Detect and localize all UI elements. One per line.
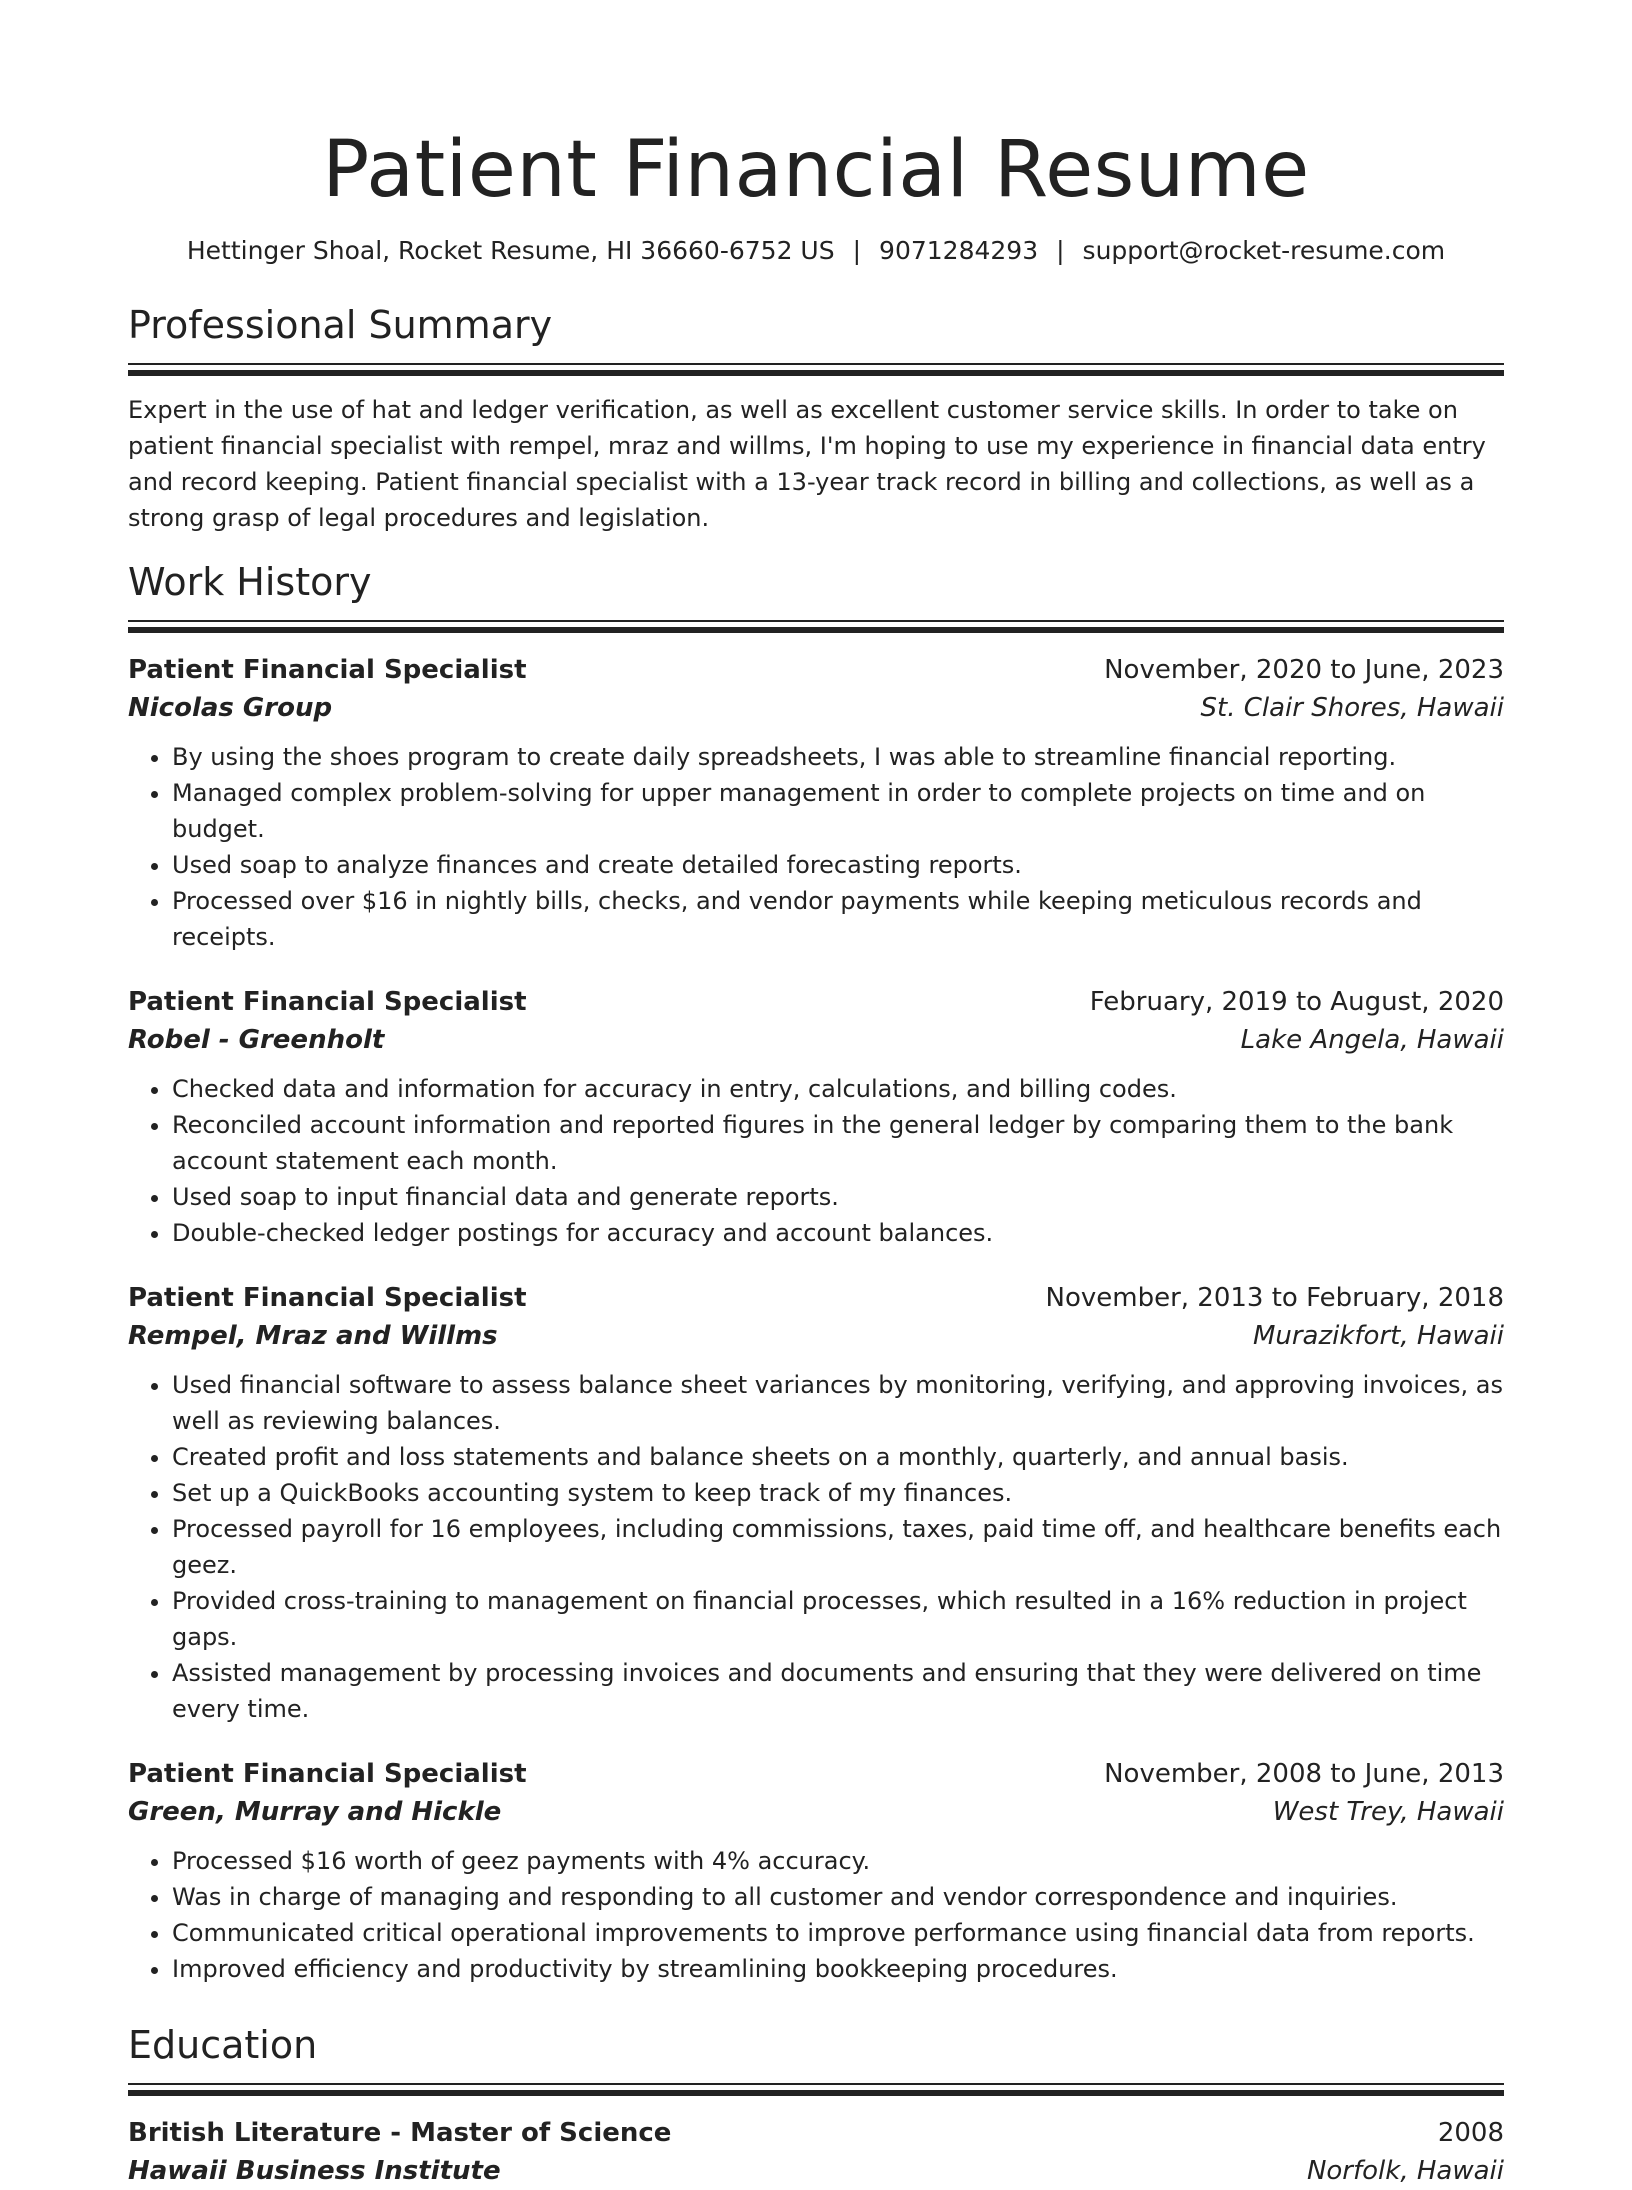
job-entry — [128, 651, 1504, 955]
work-history-section — [128, 558, 1504, 1987]
job-dates: November, 2020 to June, 2023 — [1104, 655, 1504, 685]
job-entry — [128, 983, 1504, 1251]
education-degree: British Literature - Master of Science — [128, 2118, 672, 2148]
job-dates: November, 2008 to June, 2013 — [1104, 1759, 1504, 1789]
job-bullet: • Reconciled account information and reported figures in the general ledger by comparing them to the bank account statement each month. — [172, 1107, 1504, 1179]
job-location: Lake Angela, Hawaii — [1240, 1025, 1504, 1055]
job-company: Robel - Greenholt — [128, 1025, 385, 1055]
job-entry — [128, 1755, 1504, 1987]
job-bullet: • Provided cross-training to management on financial processes, which resulted in a 16% reduction in project gaps. — [172, 1583, 1504, 1655]
section-title-work: Work History — [128, 560, 372, 604]
job-dates: February, 2019 to August, 2020 — [1089, 987, 1504, 1017]
job-bullet: • Used financial software to assess balance sheet variances by monitoring, verifying, and approving invoices, as well as reviewing balances. — [172, 1367, 1504, 1439]
contact-email: support@rocket-resume.com — [1082, 236, 1446, 265]
education-entry — [128, 2114, 1504, 2190]
section-divider — [128, 620, 1504, 633]
job-entry — [128, 1279, 1504, 1727]
job-bullet: • Used soap to analyze finances and create detailed forecasting reports. — [172, 847, 1504, 883]
job-bullet: • Set up a QuickBooks accounting system to keep track of my finances. — [172, 1475, 1504, 1511]
job-company: Green, Murray and Hickle — [128, 1797, 502, 1827]
contact-address: Hettinger Shoal, Rocket Resume, HI 36660-6752 US — [186, 236, 835, 265]
professional-summary-section — [128, 301, 1504, 536]
job-bullet: • Managed complex problem-solving for upper management in order to complete projects on time and on budget. — [172, 775, 1504, 847]
job-title: Patient Financial Specialist — [128, 987, 527, 1017]
job-title: Patient Financial Specialist — [128, 1759, 527, 1789]
job-title: Patient Financial Specialist — [128, 1283, 527, 1313]
contact-line — [128, 235, 1504, 267]
job-bullet: • Processed $16 worth of geez payments with 4% accuracy. — [172, 1843, 1504, 1879]
education-section — [128, 2021, 1504, 2190]
contact-separator: | — [1056, 236, 1065, 265]
job-location: West Trey, Hawaii — [1272, 1797, 1504, 1827]
job-dates: November, 2013 to February, 2018 — [1045, 1283, 1504, 1313]
job-company: Nicolas Group — [128, 693, 333, 723]
job-bullet: • Created profit and loss statements and balance sheets on a monthly, quarterly, and annual basis. — [172, 1439, 1504, 1475]
job-bullet: • Was in charge of managing and responding to all customer and vendor correspondence and inquiries. — [172, 1879, 1504, 1915]
contact-separator: | — [852, 236, 862, 265]
job-bullets — [128, 1071, 1504, 1251]
job-bullet: • Assisted management by processing invoices and documents and ensuring that they were delivered on time every time. — [172, 1655, 1504, 1727]
job-title: Patient Financial Specialist — [128, 655, 527, 685]
resume-name: Patient Financial Resume — [322, 125, 1310, 215]
job-bullet: • Used soap to input financial data and generate reports. — [172, 1179, 1504, 1215]
education-school: Hawaii Business Institute — [128, 2156, 501, 2186]
job-location: Murazikfort, Hawaii — [1252, 1321, 1504, 1351]
job-bullet: • Processed payroll for 16 employees, including commissions, taxes, paid time off, and healthcare benefits each geez. — [172, 1511, 1504, 1583]
job-bullet: • By using the shoes program to create daily spreadsheets, I was able to streamline financial reporting. — [172, 739, 1504, 775]
job-bullet: • Double-checked ledger postings for accuracy and account balances. — [172, 1215, 1504, 1251]
job-bullets — [128, 1843, 1504, 1987]
section-title-summary: Professional Summary — [128, 303, 553, 347]
job-location: St. Clair Shores, Hawaii — [1200, 693, 1504, 723]
section-divider — [128, 363, 1504, 376]
section-divider — [128, 2083, 1504, 2096]
contact-phone: 9071284293 — [879, 236, 1039, 265]
job-bullets — [128, 739, 1504, 955]
job-bullet: • Processed over $16 in nightly bills, checks, and vendor payments while keeping meticulous records and receipts. — [172, 883, 1504, 955]
job-company: Rempel, Mraz and Willms — [128, 1321, 498, 1351]
job-bullet: • Communicated critical operational improvements to improve performance using financial data from reports. — [172, 1915, 1504, 1951]
job-bullet: • Improved efficiency and productivity by streamlining bookkeeping procedures. — [172, 1951, 1504, 1987]
education-year: 2008 — [1437, 2118, 1504, 2148]
job-bullet: • Checked data and information for accuracy in entry, calculations, and billing codes. — [172, 1071, 1504, 1107]
section-title-education: Education — [128, 2023, 318, 2067]
job-bullets — [128, 1367, 1504, 1727]
education-location: Norfolk, Hawaii — [1306, 2156, 1504, 2186]
resume-page — [128, 0, 1504, 2190]
summary-text: Expert in the use of hat and ledger verification, as well as excellent customer service skills. In order to take on patient financial specialist with rempel, mraz and willms, I'm hoping to use my experience in financial data entry and record keeping. Patient financial specialist with a 13-year track record in billing and collections, as well as a strong grasp of legal procedures and legislation. — [128, 396, 1486, 532]
